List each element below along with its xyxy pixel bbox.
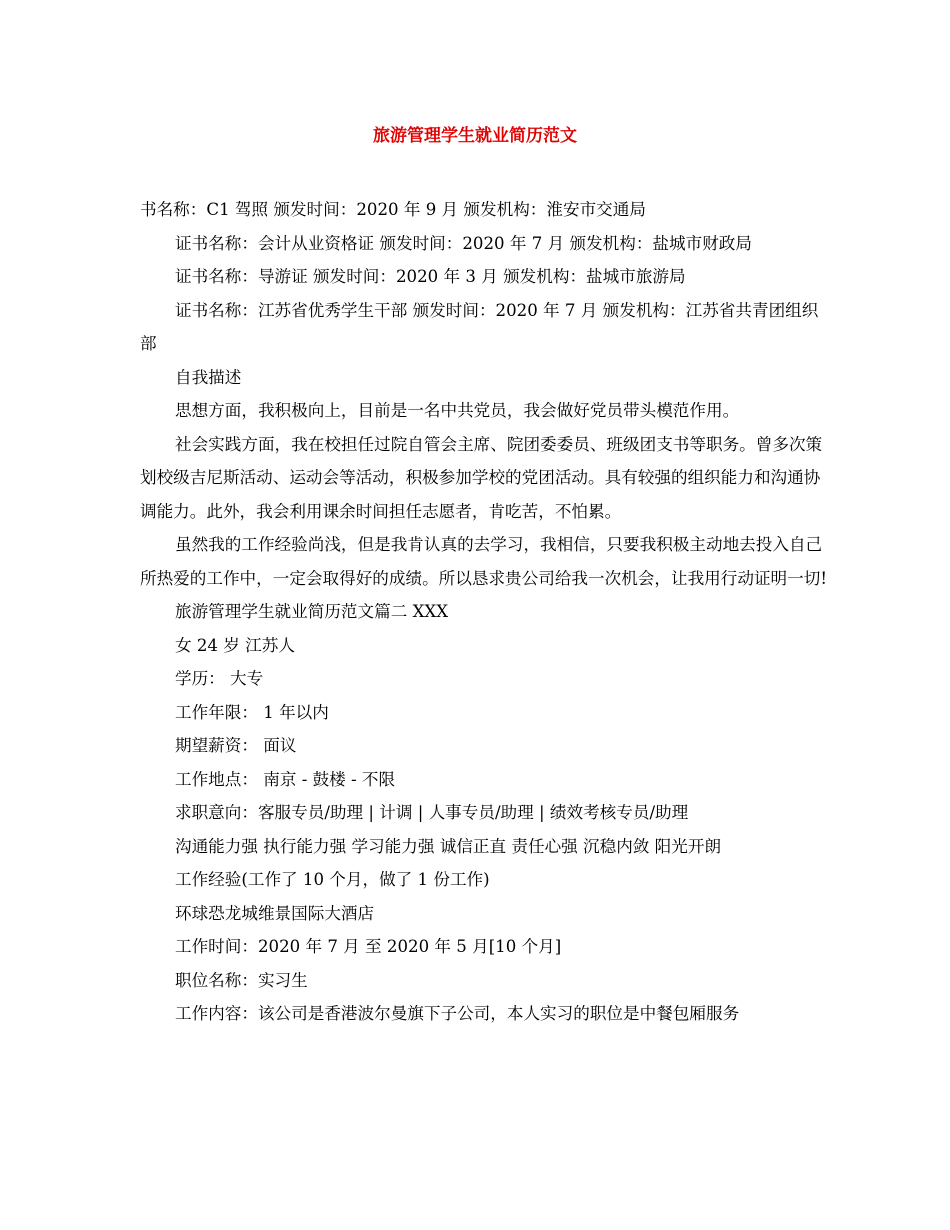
paragraph: 工作经验(工作了 10 个月，做了 1 份工作) (175, 870, 490, 889)
paragraph: 女 24 岁 江苏人 (175, 635, 295, 655)
paragraph: 工作年限： 1 年以内 (175, 702, 329, 722)
paragraph: 旅游管理学生就业简历范文篇二 XXX (175, 602, 449, 621)
paragraph: 自我描述 (175, 367, 242, 387)
paragraph: 职位名称：实习生 (175, 970, 308, 990)
paragraph: 期望薪资： 面议 (175, 736, 297, 755)
paragraph: 证书名称：会计从业资格证 颁发时间：2020 年 7 月 颁发机构：盐城市财政局 (175, 233, 752, 253)
paragraph: 工作地点： 南京 - 鼓楼 - 不限 (175, 769, 396, 789)
paragraph: 工作内容：该公司是香港波尔曼旗下子公司，本人实习的职位是中餐包厢服务 (175, 1004, 740, 1023)
paragraph: 学历： 大专 (175, 669, 264, 688)
paragraph: 沟通能力强 执行能力强 学习能力强 诚信正直 责任心强 沉稳内敛 阳光开朗 (175, 836, 722, 856)
paragraph: 证书名称：江苏省优秀学生干部 颁发时间：2020 年 7 月 颁发机构：江苏省共青团组织部 (140, 300, 819, 353)
paragraph: 书名称：C1 驾照 颁发时间：2020 年 9 月 颁发机构：淮安市交通局 (140, 200, 646, 219)
document-title: 旅游管理学生就业简历范文 (373, 126, 577, 146)
paragraph: 虽然我的工作经验尚浅，但是我肯认真的去学习，我相信，只要我积极主动地去投入自己所热爱的工作中，一定会取得好的成绩。所以恳求贵公司给我一次机会，让我用行动证明一切! (140, 535, 828, 588)
paragraph: 证书名称：导游证 颁发时间：2020 年 3 月 颁发机构：盐城市旅游局 (175, 267, 686, 286)
document-body (140, 193, 830, 1031)
paragraph: 求职意向：客服专员/助理 | 计调 | 人事专员/助理 | 绩效考核专员/助理 (175, 803, 689, 822)
paragraph: 环球恐龙城维景国际大酒店 (175, 903, 375, 923)
paragraph: 工作时间：2020 年 7 月 至 2020 年 5 月[10 个月] (175, 937, 562, 956)
paragraph: 思想方面，我积极向上，目前是一名中共党员，我会做好党员带头模范作用。 (175, 401, 740, 420)
paragraph: 社会实践方面，我在校担任过院自管会主席、院团委委员、班级团支书等职务。曾多次策划校级吉尼斯活动、运动会等活动，积极参加学校的党团活动。具有较强的组织能力和沟通协调能力。此外，我会利用课余时间担任志愿者，肯吃苦，不怕累。 (140, 434, 823, 521)
